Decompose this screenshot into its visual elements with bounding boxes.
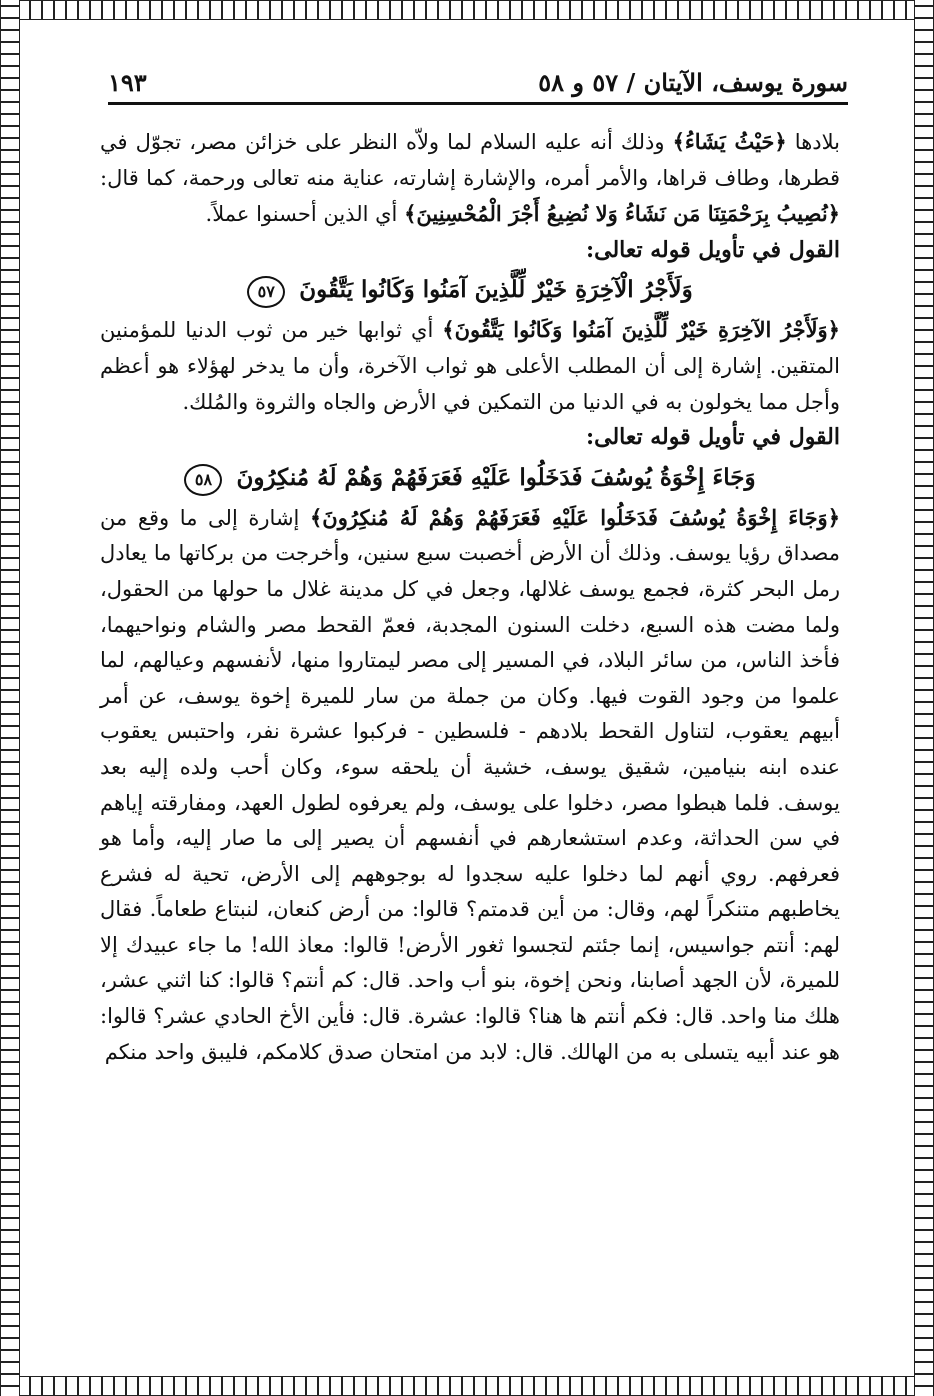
page-number: ١٩٣ [108, 67, 147, 97]
page-header [108, 62, 848, 105]
verse-number-badge: ٥٨ [184, 464, 222, 496]
quran-quote: ﴿وَلَأَجْرُ الآخِرَةِ خَيْرٌ لِّلَّذِينَ آمَنُوا وَكَانُوا يَتَّقُونَ﴾ [442, 317, 840, 343]
verse-line [100, 268, 840, 312]
commentary-paragraph [100, 312, 840, 420]
quran-quote: ﴿حَيْثُ يَشَاءُ﴾ [672, 129, 787, 154]
ornamental-border-left [0, 0, 20, 1396]
ornamental-border-right [914, 0, 934, 1396]
verse-line [100, 456, 840, 500]
paragraph-lead: بلادها [786, 130, 840, 154]
verse-text: وَلَأَجْرُ الْآخِرَةِ خَيْرٌ لِّلَّذِينَ آمَنُوا وَكَانُوا يَتَّقُونَ [299, 276, 693, 304]
page-body [100, 124, 840, 1070]
verse-number-badge: ٥٧ [247, 276, 285, 308]
paragraph-text: أي ثوابها خير من ثوب الدنيا للمؤمنين المتقين. إشارة إلى أن المطلب الأعلى هو ثواب الآخرة، وأن ما يدخر لهؤلاء هو أعظم وأجل مما يخولون به في الدنيا من التمكين في الأرض والجاه والثروة والمُلك. [100, 318, 840, 414]
paragraph-text: وذلك أنه عليه السلام لما ولاّه النظر على خزائن مصر، تجوّل في قطرها، وطاف قراها، والأمر أمره، والإشارة إشارته، عناية منه تعالى ورحمة، كما قال: [100, 130, 840, 190]
quran-quote: ﴿نُصِيبُ بِرَحْمَتِنَا مَن نَشَاءُ وَلا نُضِيعُ أَجْرَ الْمُحْسِنِينَ﴾ [404, 201, 840, 227]
paragraph-text: إشارة إلى ما وقع من مصداق رؤيا يوسف. وذلك أن الأرض أخصبت سبع سنين، وأخرجت من بركاتها ما يعادل رمل البحر كثرة، فجمع يوسف غلالها، وجعل في كل مدينة غلال ما حولها من الحقول، ولما مضت هذه السبع، دخلت السنون المجدبة، فعمّ القحط مصر والشام ونواحيهما، فأخذ الناس، من سائر البلاد، في المسير إلى مصر ليمتاروا منها، لأنفسهم وعيالهم، لما علموا من وجود القوت فيها. وكان من جملة من سار للميرة إخوة يوسف، عن أمر أبيهم يعقوب، لتناول القحط بلادهم - فلسطين - فركبوا عشرة نفر، واحتبس يعقوب عنده ابنه بنيامين، شقيق يوسف، خشية أن يلحقه سوء، وكان أحب ولده إليه بعد يوسف. فلما هبطوا مصر، دخلوا على يوسف، ولم يعرفوه لطول العهد، ومفارقته إياهم في سن الحداثة، وعدم استشعارهم في أنفسهم أن يصير إلى ما صار إليه، وأما هو فعرفهم. روي أنهم لما دخلوا عليه سجدوا له بوجوههم إلى الأرض، تحية له فشرع يخاطبهم متنكراً لهم، وقال: من أين قدمتم؟ قالوا: من أرض كنعان، لنبتاع طعاماً. فقال لهم: أنتم جواسيس، إنما جئتم لتجسوا ثغور الأرض! قالوا: معاذ الله! ما جاء عبيدك إلا للميرة، لأن الجهد أصابنا، ونحن إخوة، بنو أب واحد. قال: كم أنتم؟ قالوا: كنا اثني عشر، هلك منا واحد. قال: فكم أنتم ها هنا؟ قالوا: عشرة. قال: فأين الأخ الحادي عشر؟ قالوا: هو عند أبيه يتسلى به من الهالك. قال: لابد من امتحان صدق كلامكم، فليبق واحد منكم [100, 505, 840, 1064]
ornamental-border-bottom [0, 1376, 934, 1396]
quran-quote: ﴿وَجَاءَ إِخْوَةُ يُوسُفَ فَدَخَلُوا عَلَيْهِ فَعَرَفَهُمْ وَهُمْ لَهُ مُنكِرُونَ﴾ [309, 504, 841, 530]
commentary-paragraph [100, 500, 840, 1071]
ornamental-border-top [0, 0, 934, 20]
running-title: سورة يوسف، الآيتان / ٥٧ و ٥٨ [538, 67, 848, 97]
section-heading: القول في تأويل قوله تعالى: [586, 236, 840, 263]
paragraph-text: أي الذين أحسنوا عملاً. [205, 202, 405, 227]
verse-text: وَجَاءَ إِخْوَةُ يُوسُفَ فَدَخَلُوا عَلَيْهِ فَعَرَفَهُمْ وَهُمْ لَهُ مُنكِرُونَ [236, 463, 756, 491]
opening-paragraph [100, 124, 840, 233]
section-heading: القول في تأويل قوله تعالى: [586, 424, 840, 451]
